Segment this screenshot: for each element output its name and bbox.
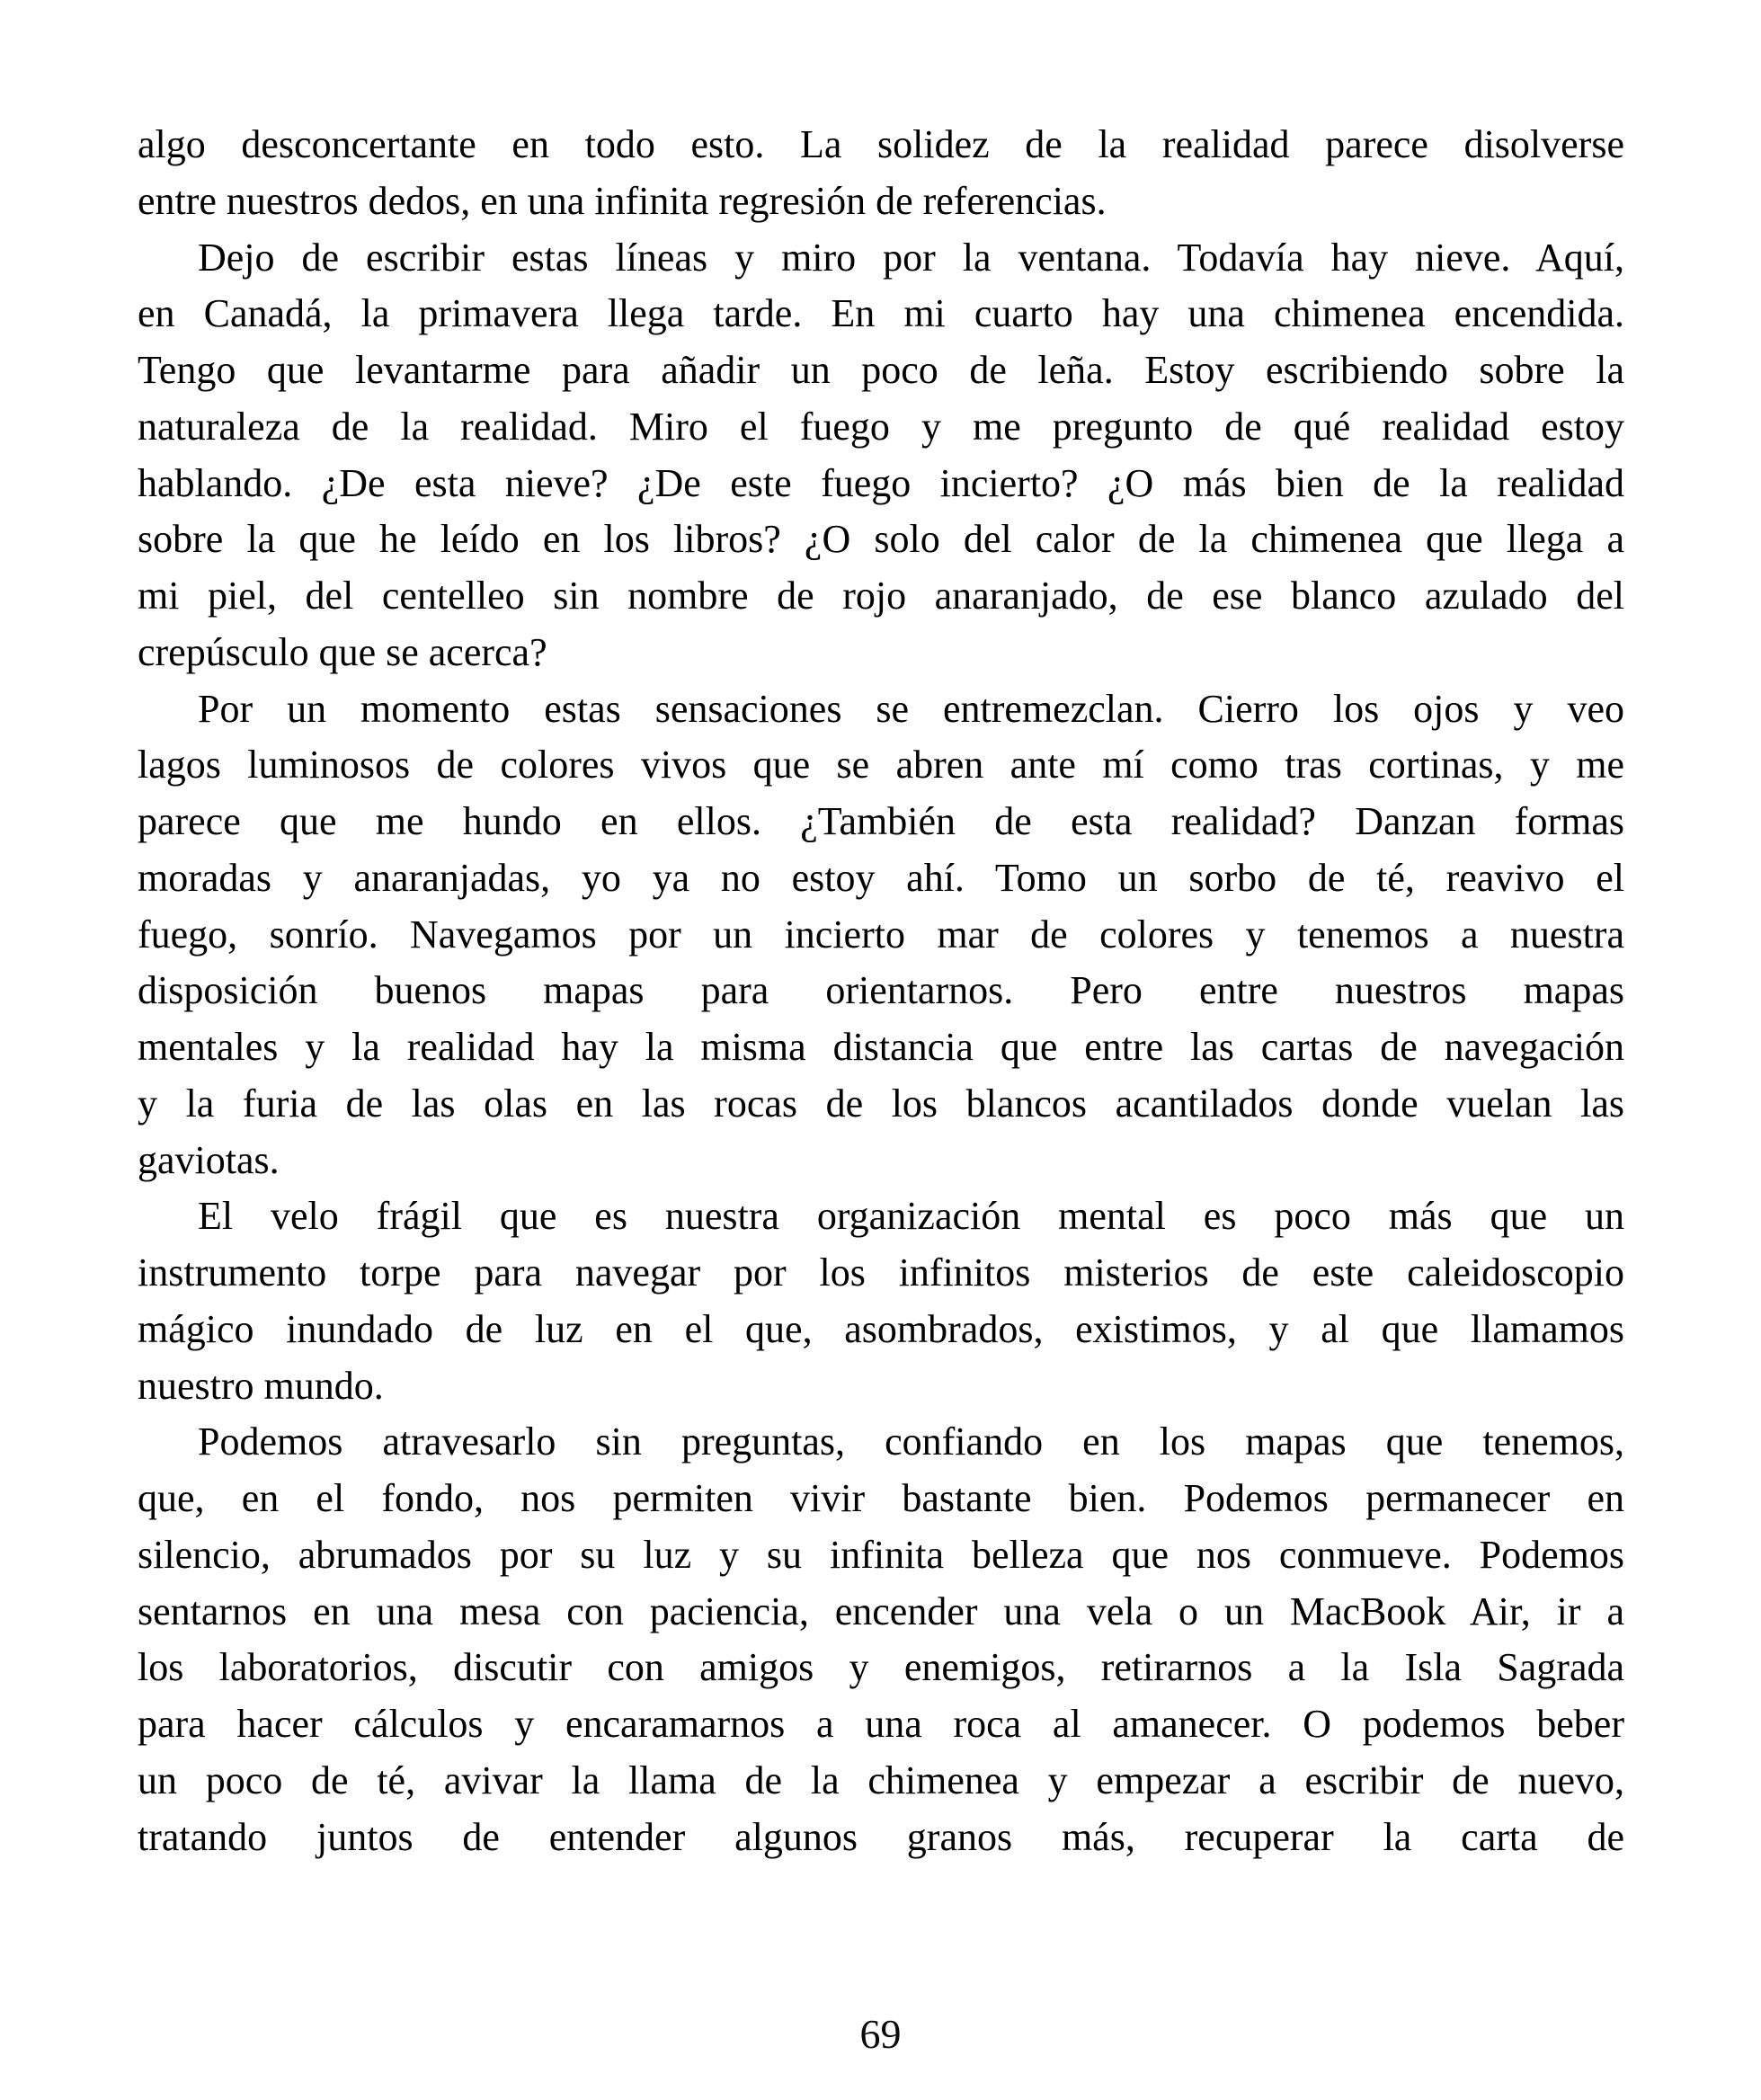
text-line: Tengo que levantarme para añadir un poco de leña. Estoy escribiendo sobre la xyxy=(138,348,1624,392)
text-line: y la furia de las olas en las rocas de los blancos acantilados donde vuelan las xyxy=(138,1081,1624,1126)
text-line: crepúsculo que se acerca? xyxy=(138,629,547,674)
text-line: disposición buenos mapas para orientarnos. Pero entre nuestros mapas xyxy=(138,968,1624,1013)
text-line: sobre la que he leído en los libros? ¿O solo del calor de la chimenea que llega a xyxy=(138,517,1624,562)
text-line: Dejo de escribir estas líneas y miro por la ventana. Todavía hay nieve. Aquí, xyxy=(198,235,1624,280)
text-line: Por un momento estas sensaciones se entremezclan. Cierro los ojos y veo xyxy=(198,686,1624,731)
text-line: fuego, sonrío. Navegamos por un incierto mar de colores y tenemos a nuestra xyxy=(138,912,1624,957)
text-line: tratando juntos de entender algunos granos más, recuperar la carta de xyxy=(138,1814,1624,1859)
text-line: que, en el fondo, nos permiten vivir bastante bien. Podemos permanecer en xyxy=(138,1476,1624,1520)
text-line: gaviotas. xyxy=(138,1137,280,1182)
text-line: los laboratorios, discutir con amigos y enemigos, retirarnos a la Isla Sagrada xyxy=(138,1645,1624,1690)
text-line: El velo frágil que es nuestra organización mental es poco más que un xyxy=(198,1194,1624,1239)
text-line: un poco de té, avivar la llama de la chimenea y empezar a escribir de nuevo, xyxy=(138,1757,1624,1802)
text-line: moradas y anaranjadas, yo ya no estoy ahí. Tomo un sorbo de té, reavivo el xyxy=(138,855,1624,900)
text-line: parece que me hundo en ellos. ¿También de esta realidad? Danzan formas xyxy=(138,799,1624,843)
text-line: para hacer cálculos y encaramarnos a una roca al amanecer. O podemos beber xyxy=(138,1702,1624,1746)
text-line: algo desconcertante en todo esto. La solidez de la realidad parece disolverse xyxy=(138,122,1624,166)
text-line: hablando. ¿De esta nieve? ¿De este fuego incierto? ¿O más bien de la realidad xyxy=(138,460,1624,505)
text-line: Podemos atravesarlo sin preguntas, confiando en los mapas que tenemos, xyxy=(198,1419,1624,1464)
text-line: mágico inundado de luz en el que, asombrados, existimos, y al que llamamos xyxy=(138,1306,1624,1351)
text-line: en Canadá, la primavera llega tarde. En mi cuarto hay una chimenea encendida. xyxy=(138,291,1624,336)
text-line: lagos luminosos de colores vivos que se abren ante mí como tras cortinas, y me xyxy=(138,743,1624,788)
text-line: nuestro mundo. xyxy=(138,1363,384,1408)
text-line: silencio, abrumados por su luz y su infinita belleza que nos conmueve. Podemos xyxy=(138,1532,1624,1577)
text-line: naturaleza de la realidad. Miro el fuego y me pregunto de qué realidad estoy xyxy=(138,404,1624,449)
text-line: entre nuestros dedos, en una infinita regresión de referencias. xyxy=(138,178,1107,223)
page-number: 69 xyxy=(859,2011,902,2057)
text-block xyxy=(138,117,1624,1865)
text-line: mentales y la realidad hay la misma distancia que entre las cartas de navegación xyxy=(138,1025,1624,1069)
text-line: mi piel, del centelleo sin nombre de rojo anaranjado, de ese blanco azulado del xyxy=(138,574,1624,618)
text-line: sentarnos en una mesa con paciencia, encender una vela o un MacBook Air, ir a xyxy=(138,1588,1624,1633)
text-line: instrumento torpe para navegar por los infinitos misterios de este caleidoscopio xyxy=(138,1250,1624,1295)
